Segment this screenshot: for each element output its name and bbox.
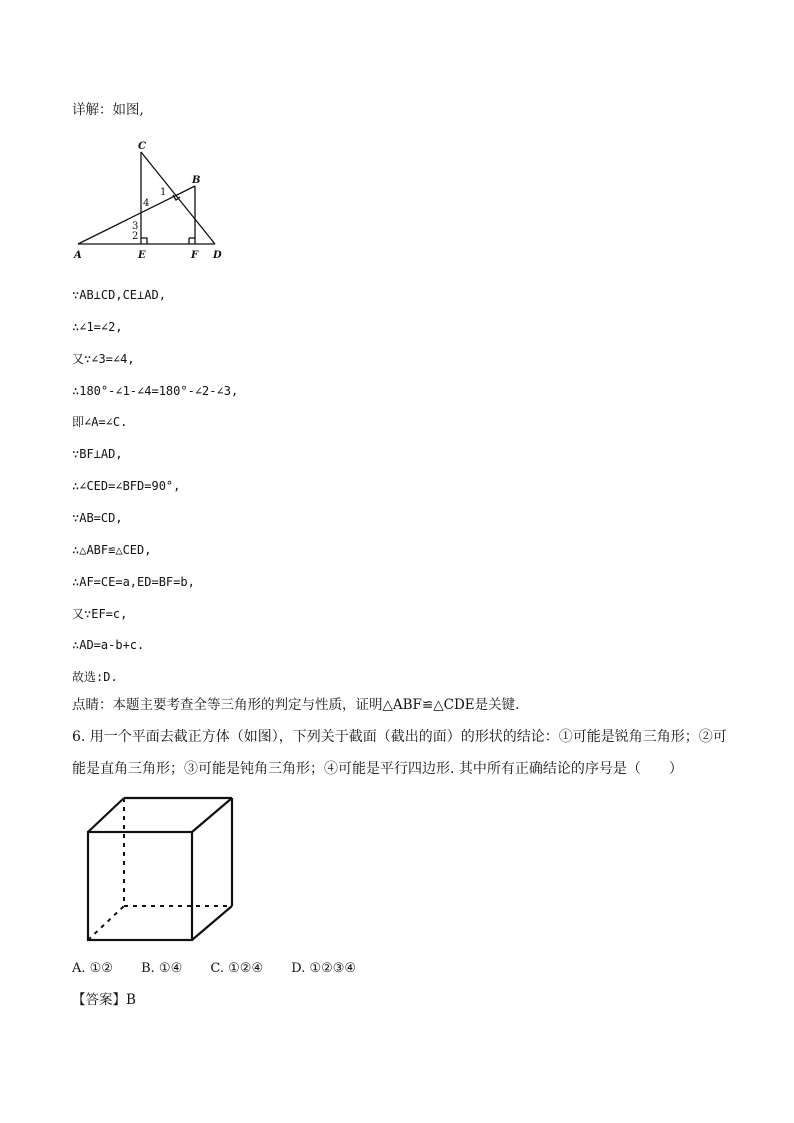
cube-top-left-edge bbox=[88, 798, 124, 832]
solution-comment: 点睛：本题主要考查全等三角形的判定与性质，证明△ABF≌△CDE是关键. bbox=[72, 697, 520, 713]
step-11: 又∵EF=c, bbox=[72, 607, 128, 621]
option-b[interactable]: B. ①④ bbox=[141, 961, 183, 976]
step-7: ∴∠CED=∠BFD=90°, bbox=[72, 479, 181, 493]
question6-line2: 能是直角三角形；③可能是钝角三角形；④可能是平行四边形. 其中所有正确结论的序号是（ ） bbox=[72, 761, 683, 777]
step-1: ∵AB⊥CD,CE⊥AD, bbox=[72, 288, 166, 302]
cube-bottom-right-edge bbox=[192, 906, 232, 940]
step-3: 又∵∠3=∠4, bbox=[72, 352, 135, 366]
label-B: B bbox=[192, 175, 201, 186]
step-13: 故选:D. bbox=[72, 670, 118, 684]
solution-heading: 详解：如图, bbox=[72, 102, 144, 118]
step-8: ∵AB=CD, bbox=[72, 511, 123, 525]
label-F: F bbox=[191, 250, 199, 261]
step-2: ∴∠1=∠2, bbox=[72, 320, 123, 334]
step-5: 即∠A=∠C. bbox=[72, 415, 128, 429]
question6-line1: 6. 用一个平面去截正方体（如图），下列关于截面（截出的面）的形状的结论：①可能是锐角三角形；②可 bbox=[72, 729, 727, 745]
triangle-figure bbox=[72, 138, 232, 263]
question6-answer: 【答案】B bbox=[72, 992, 136, 1008]
step-10: ∴AF=CE=a,ED=BF=b, bbox=[72, 575, 195, 589]
step-12: ∴AD=a-b+c. bbox=[72, 638, 145, 652]
label-A: A bbox=[74, 250, 82, 261]
option-d[interactable]: D. ①②③④ bbox=[291, 961, 357, 976]
option-c[interactable]: C. ①②④ bbox=[210, 961, 264, 976]
label-D: D bbox=[213, 250, 222, 261]
question6-options bbox=[72, 960, 380, 978]
cube-front-face bbox=[88, 832, 192, 940]
right-angle-E bbox=[141, 238, 147, 244]
label-C: C bbox=[138, 141, 146, 152]
label-angle1: 1 bbox=[160, 187, 167, 198]
label-E: E bbox=[138, 250, 146, 261]
option-a[interactable]: A. ①② bbox=[72, 961, 113, 976]
cube-hidden-bottom-left-edge bbox=[88, 906, 124, 940]
label-angle2: 2 bbox=[132, 231, 139, 242]
cube-figure bbox=[82, 792, 242, 948]
step-9: ∴△ABF≌△CED, bbox=[72, 543, 152, 557]
cube-top-right-edge bbox=[192, 798, 232, 832]
label-angle3: 3 bbox=[132, 221, 139, 232]
step-6: ∵BF⊥AD, bbox=[72, 447, 123, 461]
step-4: ∴180°-∠1-∠4=180°-∠2-∠3, bbox=[72, 384, 239, 398]
label-angle4: 4 bbox=[143, 198, 150, 209]
